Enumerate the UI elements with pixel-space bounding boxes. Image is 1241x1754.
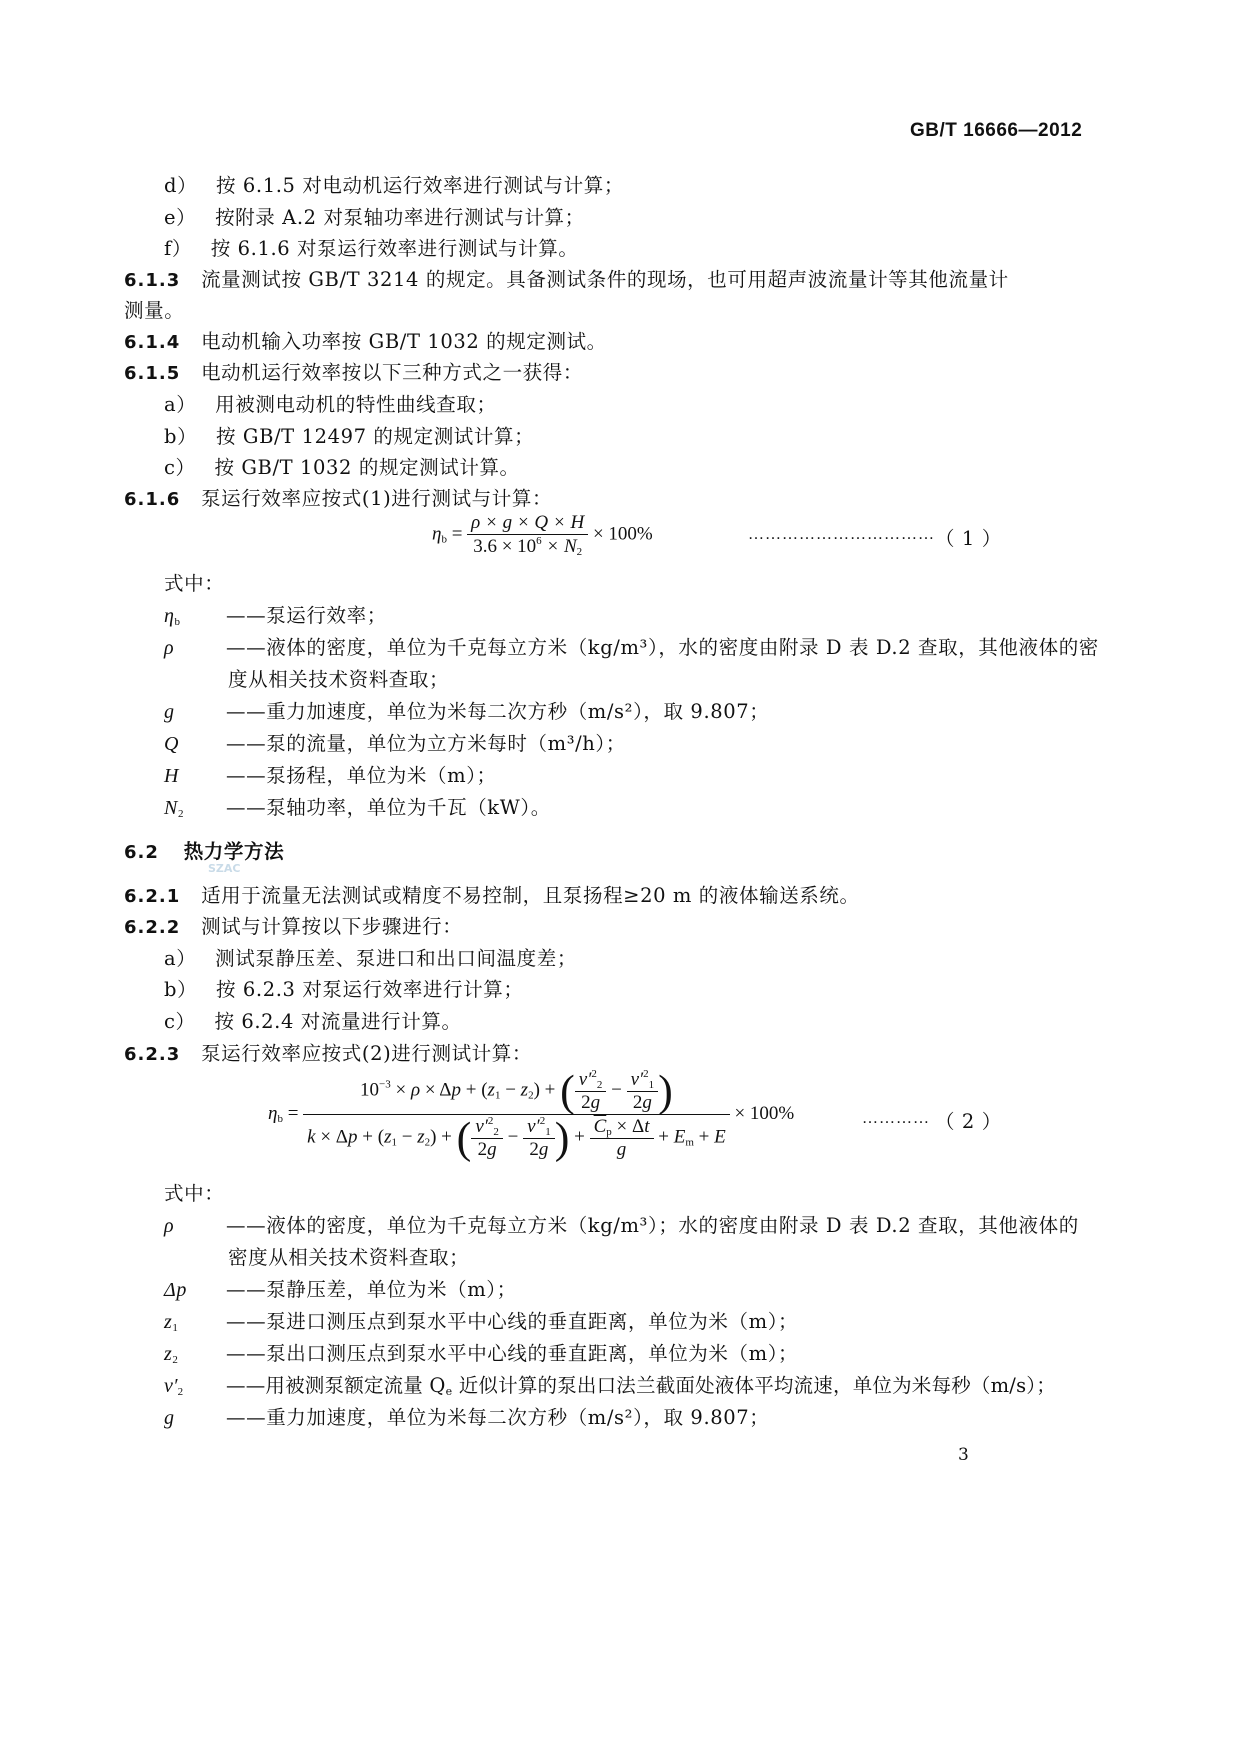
symbol-row: [164, 792, 551, 820]
formula-lhs-sub: b: [277, 1112, 283, 1125]
formula-tail: × 100%: [592, 523, 653, 545]
symbol-row: [164, 1370, 1056, 1398]
formula-denominator: $k \times \Delta p + (z_1 - z_2)$ + ( $\frac{v'^2_2}{2g}$ − $\frac{v'^2_1}{2g}$ ) + $\frac{\overline{C}_p \times \Delta t}{g}$ + $E_m + E$: [303, 1114, 730, 1161]
clause-6-2-2: [124, 911, 462, 939]
where-title: 式中：: [164, 572, 225, 595]
symbol-desc: ——泵运行效率；: [226, 604, 387, 627]
symbol-desc-cont: 密度从相关技术资料查取；: [228, 1246, 470, 1269]
list-item: [164, 389, 497, 417]
symbol-desc: ——用被测泵额定流量 $Q_e$ 近似计算的泵出口法兰截面处液体平均流速，单位为米每秒（m/s）；: [226, 1374, 1056, 1398]
symbol-row: [164, 728, 626, 756]
item-label: a）: [164, 947, 197, 970]
list-item: [164, 170, 624, 198]
item-text: 按附录 A.2 对泵轴功率进行测试与计算；: [215, 206, 585, 229]
standard-number: GB/T 16666—2012: [910, 120, 1083, 141]
clause-text: 泵运行效率应按式(1)进行测试与计算：: [201, 487, 553, 510]
symbol: $z_2$: [164, 1343, 179, 1366]
symbol: g: [164, 1407, 175, 1429]
symbol-row: [164, 1210, 1079, 1238]
item-label: c）: [164, 1010, 196, 1033]
formula-tail: × 100%: [734, 1102, 795, 1124]
symbol-row: [164, 1306, 798, 1334]
clause-number: 6.2.1: [124, 886, 181, 907]
section-title: 热力学方法: [183, 840, 285, 863]
symbol-row: [164, 1402, 769, 1430]
section-6-2-heading: [124, 836, 284, 864]
clause-number: 6.2.3: [124, 1044, 181, 1065]
list-item: [164, 233, 578, 261]
symbol: $v'_2$: [164, 1375, 184, 1398]
formula-numerator: $10^{-3} \times \rho \times \Delta p + (z_1 - z_2)$ + ( $\frac{v'^2_2}{2g}$ − $\frac{v'^2_1}{2g}$ ): [360, 1066, 673, 1116]
formula-lhs: η: [432, 523, 442, 545]
clause-6-2-3: [124, 1038, 532, 1066]
formula-2: $\eta_b$ = $10^{-3} \times \rho \times \Delta p + (z_1 - z_2)$ + ( $\frac{v'^2_2}{2g}$ − $\frac{v'^2_1}{2g}$ ) $k \times \Delta p + (z_1 - z_2)$ + ( $\frac{v'^2_2}{2g}$ − $\frac{v'^2_1}{2g}$ ) + $\frac{\overline{C}_p \times \Delta t}{g}$ + $E_m + E$ × 100%: [268, 1066, 795, 1163]
clause-6-1-3-cont: 测量。: [124, 299, 185, 322]
formula-number: （ 2 ）: [935, 1110, 1002, 1133]
symbol-desc: ——泵的流量，单位为立方米每时（m³/h）；: [226, 732, 626, 755]
symbol: g: [164, 701, 175, 723]
clause-6-1-6: [124, 483, 552, 511]
formula-numerator: ρ × g × Q × H: [471, 512, 585, 533]
symbol: $N_2$: [164, 797, 185, 820]
symbol-row: [164, 1274, 517, 1302]
item-text: 按 6.2.4 对流量进行计算。: [214, 1010, 462, 1033]
symbol-desc: ——泵扬程，单位为米（m）；: [226, 764, 497, 787]
clause-number: 6.1.6: [124, 489, 181, 510]
item-label: a）: [164, 393, 197, 416]
symbol-row: [164, 760, 497, 788]
list-item: [164, 1006, 462, 1034]
item-text: 测试泵静压差、泵进口和出口间温度差；: [215, 947, 577, 970]
symbol-desc: ——液体的密度，单位为千克每立方米（kg/m³），水的密度由附录 D 表 D.2 查取，其他液体的密: [226, 636, 1099, 659]
symbol: ρ: [164, 637, 175, 659]
list-item: [164, 974, 523, 1002]
item-label: c）: [164, 456, 196, 479]
symbol-desc-cont: 度从相关技术资料查取；: [228, 668, 450, 691]
where-title: 式中：: [164, 1182, 225, 1205]
formula-dots: …………: [862, 1110, 930, 1127]
symbol: $\eta_b$: [164, 605, 181, 628]
formula-denominator: $3.6 \times 10^6 \times N_2$: [467, 534, 588, 558]
item-label: e）: [164, 206, 197, 229]
item-text: 用被测电动机的特性曲线查取；: [215, 393, 497, 416]
item-label: f）: [164, 237, 192, 260]
item-text: 按 6.2.3 对泵运行效率进行计算；: [216, 978, 524, 1001]
item-text: 按 GB/T 12497 的规定测试计算；: [216, 425, 535, 448]
clause-number: 6.1.4: [124, 332, 181, 353]
clause-text: 电动机运行效率按以下三种方式之一获得：: [201, 361, 583, 384]
symbol: $z_1$: [164, 1311, 179, 1334]
list-item: [164, 452, 520, 480]
symbol-desc: ——泵轴功率，单位为千瓦（kW）。: [226, 796, 551, 819]
item-text: 按 GB/T 1032 的规定测试计算。: [214, 456, 520, 479]
item-label: b）: [164, 425, 198, 448]
item-text: 按 6.1.5 对电动机运行效率进行测试与计算；: [216, 174, 624, 197]
formula-lhs-sub: b: [441, 533, 447, 546]
item-label: b）: [164, 978, 198, 1001]
clause-text: 泵运行效率应按式(2)进行测试计算：: [201, 1042, 532, 1065]
symbol-row: [164, 600, 387, 628]
clause-text: 测试与计算按以下步骤进行：: [201, 915, 463, 938]
clause-6-1-3: [124, 264, 1009, 292]
clause-text: 流量测试按 GB/T 3214 的规定。具备测试条件的现场，也可用超声波流量计等其他流量计: [201, 268, 1009, 291]
formula-number: （ 1 ）: [935, 527, 1002, 550]
formula-dots: ……………………………: [748, 526, 935, 543]
formula-lhs: η: [268, 1102, 278, 1124]
symbol-desc: ——重力加速度，单位为米每二次方秒（m/s²），取 9.807；: [226, 1406, 770, 1429]
symbol-desc: ——泵静压差，单位为米（m）；: [226, 1278, 517, 1301]
symbol-row: [164, 1338, 798, 1366]
clause-number: 6.2.2: [124, 917, 181, 938]
section-number: 6.2: [124, 842, 159, 863]
clause-6-1-5: [124, 357, 583, 385]
item-label: d）: [164, 174, 198, 197]
list-item: [164, 943, 577, 971]
item-text: 按 6.1.6 对泵运行效率进行测试与计算。: [210, 237, 579, 260]
list-item: [164, 421, 534, 449]
symbol-desc: ——液体的密度，单位为千克每立方米（kg/m³）；水的密度由附录 D 表 D.2 查取，其他液体的: [226, 1214, 1079, 1237]
clause-6-2-1: [124, 880, 860, 908]
symbol: H: [164, 765, 180, 787]
symbol-desc: ——重力加速度，单位为米每二次方秒（m/s²），取 9.807；: [226, 700, 770, 723]
clause-text: 适用于流量无法测试或精度不易控制，且泵扬程≥20 m 的液体输送系统。: [201, 884, 860, 907]
watermark-logo: SZAC: [208, 862, 241, 875]
symbol-desc: ——泵出口测压点到泵水平中心线的垂直距离，单位为米（m）；: [226, 1342, 799, 1365]
page-number: 3: [958, 1445, 969, 1465]
clause-text: 电动机输入功率按 GB/T 1032 的规定测试。: [201, 330, 607, 353]
formula-1: $\eta_b$ = $\frac{\rho \times g \times Q \times H}{3.6 \times 10^6 \times N_2}$ × 100%: [432, 512, 653, 558]
symbol: ρ: [164, 1215, 175, 1237]
clause-number: 6.1.3: [124, 270, 181, 291]
clause-number: 6.1.5: [124, 363, 181, 384]
symbol-row: [164, 632, 1099, 660]
clause-6-1-4: [124, 326, 607, 354]
symbol: Q: [164, 733, 180, 755]
list-item: [164, 202, 585, 230]
symbol-row: [164, 696, 769, 724]
symbol: Δp: [164, 1279, 187, 1301]
symbol-desc: ——泵进口测压点到泵水平中心线的垂直距离，单位为米（m）；: [226, 1310, 799, 1333]
